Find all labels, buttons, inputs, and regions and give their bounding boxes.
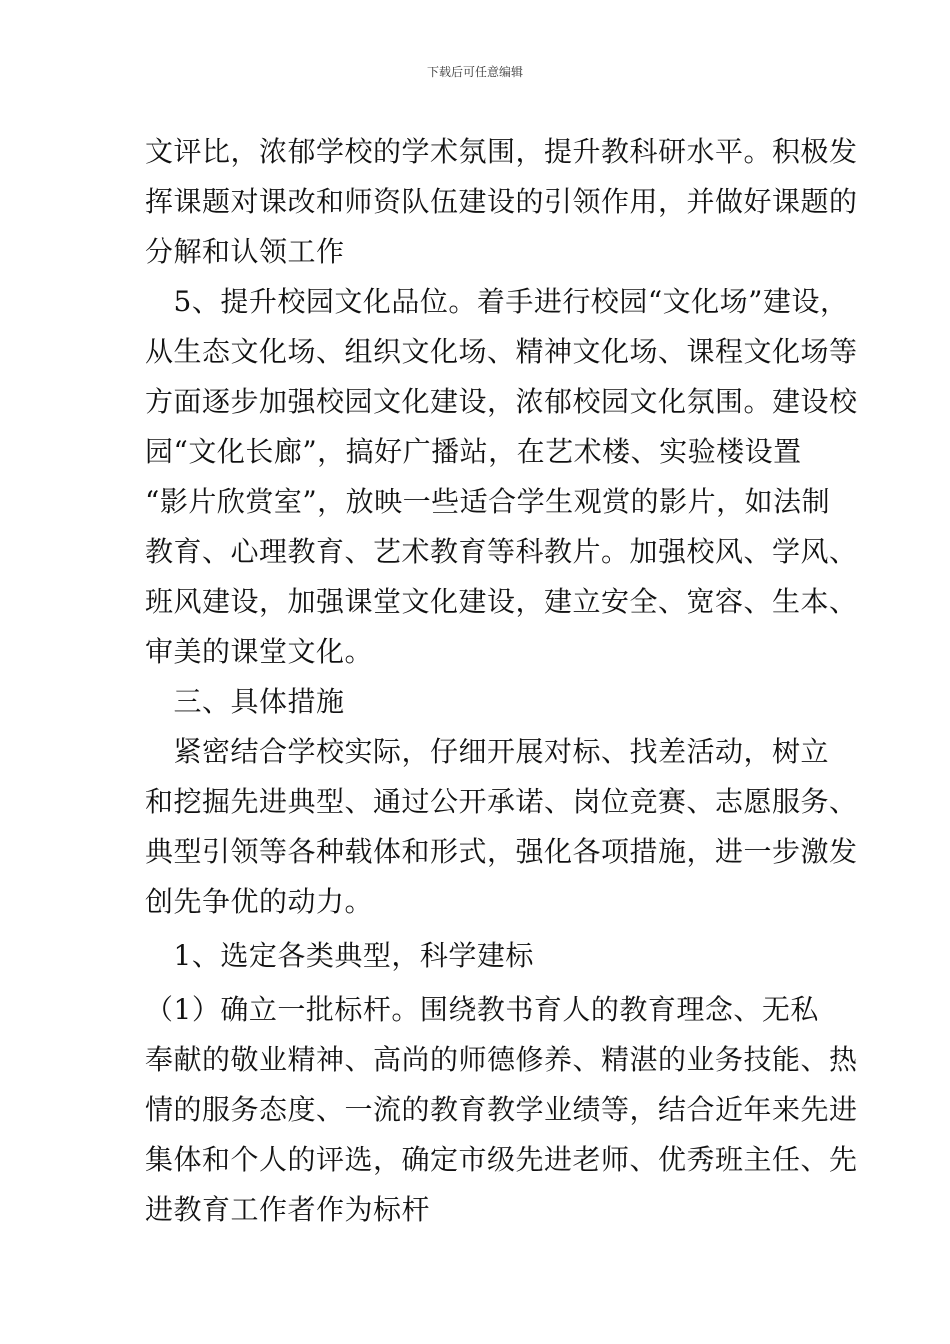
text-line: 奉献的敬业精神、高尚的师德修养、精湛的业务技能、热 — [145, 1043, 858, 1076]
text-line: 和挖掘先进典型、通过公开承诺、岗位竞赛、志愿服务、 — [145, 785, 858, 818]
text-line: 挥课题对课改和师资队伍建设的引领作用，并做好课题的 — [145, 185, 858, 218]
subsection-heading: 1、选定各类典型，科学建标 — [145, 939, 534, 972]
section-heading: 三、具体措施 — [145, 685, 345, 718]
text-line: 创先争优的动力。 — [145, 885, 374, 918]
text-line: 审美的课堂文化。 — [145, 635, 374, 668]
text-line: （1）确立一批标杆。围绕教书育人的教育理念、无私 — [145, 993, 819, 1026]
text-line: 文评比，浓郁学校的学术氛围，提升教科研水平。积极发 — [145, 135, 858, 168]
text-line: 5、提升校园文化品位。着手进行校园“文化场”建设， — [145, 285, 849, 318]
text-line: 方面逐步加强校园文化建设，浓郁校园文化氛围。建设校 — [145, 385, 858, 418]
text-line: 典型引领等各种载体和形式，强化各项措施，进一步激发 — [145, 835, 858, 868]
text-line: “影片欣赏室”，放映一些适合学生观赏的影片，如法制 — [145, 485, 831, 518]
text-line: 班风建设，加强课堂文化建设，建立安全、宽容、生本、 — [145, 585, 858, 618]
text-line: 情的服务态度、一流的教育教学业绩等，结合近年来先进 — [145, 1093, 858, 1126]
text-line: 集体和个人的评选，确定市级先进老师、优秀班主任、先 — [145, 1143, 858, 1176]
text-line: 园“文化长廊”，搞好广播站，在艺术楼、实验楼设置 — [145, 435, 802, 468]
text-line: 紧密结合学校实际，仔细开展对标、找差活动，树立 — [145, 735, 830, 768]
header-note: 下载后可任意编辑 — [426, 65, 523, 79]
document-body — [145, 127, 858, 1235]
text-line: 从生态文化场、组织文化场、精神文化场、课程文化场等 — [145, 335, 858, 368]
text-line: 教育、心理教育、艺术教育等科教片。加强校风、学风、 — [145, 535, 858, 568]
text-line: 分解和认领工作 — [145, 235, 345, 268]
text-line: 进教育工作者作为标杆 — [145, 1193, 431, 1226]
